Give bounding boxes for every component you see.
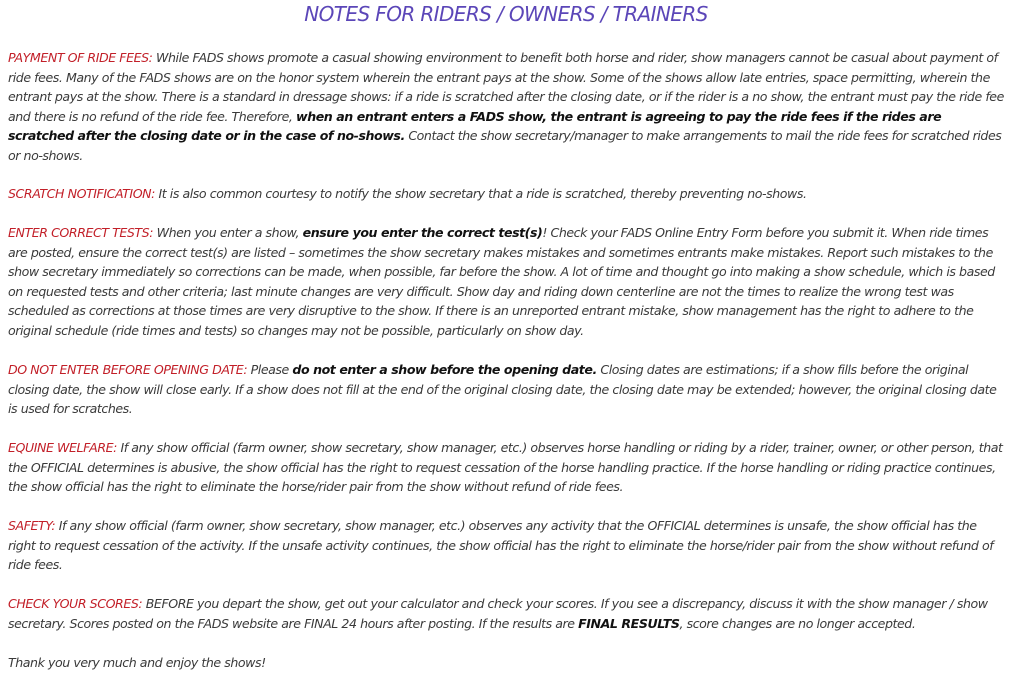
- closing-text: Thank you very much and enjoy the shows!: [8, 655, 266, 670]
- opening-heading: DO NOT ENTER BEFORE OPENING DATE:: [8, 362, 248, 377]
- tests-text-2: ! Check your FADS Online Entry Form before you submit it. When ride times are posted, ensure the correct test(s) are listed – sometimes the show secretary makes mistakes and sometimes entrants make mistakes. Report such mistakes to the show secretary immediately so corrections can be made, when possible, far before the show. A lot of time and thought go into making a show schedule, which is based on requested tests and other criteria; last minute changes are very difficult. Show day and riding down centerline are not the times to realize the wrong test was scheduled as corrections at those times are very disruptive to the show. If there is an unreported entrant mistake, show management has the right to adhere to the original schedule (ride times and tests) so changes may not be possible, particularly on show day.: [8, 225, 995, 338]
- payment-paragraph: [8, 48, 1006, 166]
- scores-text-1: BEFORE you depart the show, get out your calculator and check your scores. If you see a discrepancy, discuss it with the show manager / show secretary. Scores posted on the FADS website are FINAL 24 hours after posting. If the results are: [8, 596, 988, 631]
- closing-paragraph: [8, 653, 1006, 673]
- scores-heading: CHECK YOUR SCORES:: [8, 596, 143, 611]
- payment-text-1: While FADS shows promote a casual showing environment to benefit both horse and rider, show managers cannot be casual about payment of ride fees. Many of the FADS shows are on the honor system wherein the entrant pays at the show. Some of the shows allow late entries, space permitting, wherein the entrant pays at the show. There is a standard in dressage shows: if a ride is scratched after the closing date, or if the rider is a no show, the entrant must pay the ride fee and there is no refund of the ride fee. Therefore,: [8, 50, 1004, 124]
- scores-bold-text: FINAL RESULTS: [578, 615, 680, 631]
- tests-bold-text: ensure you enter the correct test(s): [302, 225, 543, 240]
- payment-heading: PAYMENT OF RIDE FEES:: [8, 50, 153, 65]
- tests-text-1: When you enter a show,: [153, 225, 303, 240]
- opening-bold-text: do not enter a show before the opening date.: [292, 362, 597, 377]
- safety-text: If any show official (farm owner, show secretary, show manager, etc.) observes any activity that the OFFICIAL determines is unsafe, the show official has the right to request cessation of the activity. If the unsafe activity continues, the show official has the right to eliminate the horse/rider pair from the show without refund of ride fees.: [8, 518, 994, 573]
- payment-bold-text: when an entrant enters a FADS show, the entrant is agreeing to pay the ride fees if the rides are scratched after the closing date or in the case of no-shows.: [8, 108, 942, 144]
- scratch-paragraph: [8, 184, 1006, 204]
- welfare-text: If any show official (farm owner, show secretary, show manager, etc.) observes horse handling or riding by a rider, trainer, owner, or other person, that the OFFICIAL determines is abusive, the show official has the right to request cessation of the horse handling practice. If the horse handling or riding practice continues, the show official has the right to eliminate the horse/rider pair from the show without refund of ride fees.: [8, 440, 1003, 495]
- welfare-heading: EQUINE WELFARE:: [8, 440, 117, 455]
- scratch-heading: SCRATCH NOTIFICATION:: [8, 186, 155, 201]
- tests-paragraph: [8, 223, 1006, 341]
- scores-text-2: , score changes are no longer accepted.: [679, 615, 916, 631]
- scratch-text: It is also common courtesy to notify the show secretary that a ride is scratched, thereby preventing no-shows.: [154, 186, 807, 201]
- tests-heading: ENTER CORRECT TESTS:: [8, 225, 154, 240]
- page-title: NOTES FOR RIDERS / OWNERS / TRAINERS: [304, 2, 708, 26]
- welfare-paragraph: [8, 438, 1006, 497]
- opening-paragraph: [8, 360, 1006, 419]
- safety-heading: SAFETY:: [8, 518, 56, 533]
- opening-text-1: Please: [247, 362, 293, 377]
- opening-text-2: Closing dates are estimations; if a show fills before the original closing date, the show will close early. If a show does not fill at the end of the original closing date, the closing date may be extended; however, the original closing date is used for scratches.: [8, 362, 997, 417]
- scores-paragraph: [8, 594, 1006, 633]
- payment-text-2: Contact the show secretary/manager to make arrangements to mail the ride fees for scratched rides or no-shows.: [8, 128, 1002, 163]
- safety-paragraph: [8, 516, 1006, 575]
